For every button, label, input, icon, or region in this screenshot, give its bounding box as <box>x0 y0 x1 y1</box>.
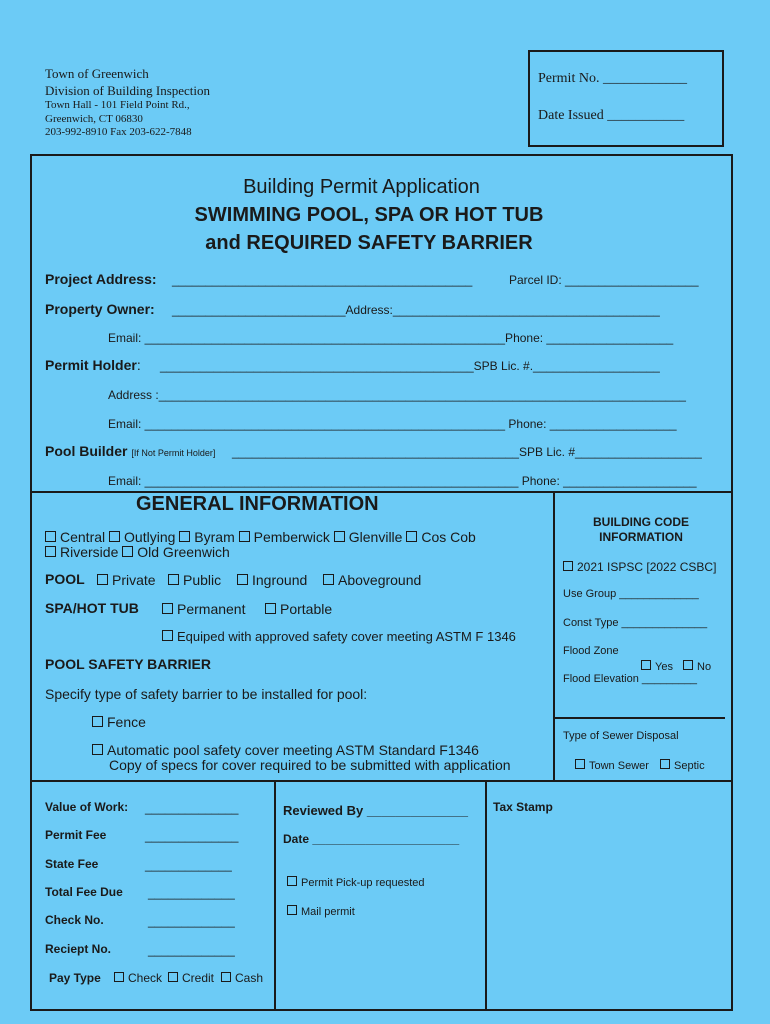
reviewed-by-input[interactable]: Reviewed By ______________ <box>283 803 469 818</box>
property-owner-label: Property Owner: <box>45 301 155 317</box>
receipt-no-input[interactable]: _____________ <box>148 943 235 957</box>
permit-fee-label: Permit Fee <box>45 828 107 842</box>
pool-inground[interactable]: Inground <box>237 572 307 588</box>
location-row2 <box>45 544 230 560</box>
project-address-label: Project Address: <box>45 271 157 287</box>
state-fee-label: State Fee <box>45 857 99 871</box>
pool-builder-label: Pool Builder [If Not Permit Holder] <box>45 443 216 459</box>
flood-zone-no[interactable]: No <box>683 660 711 673</box>
auto-cover-note: Copy of specs for cover required to be submitted with application <box>109 757 511 773</box>
town-name: Town of Greenwich <box>45 66 149 81</box>
use-group-input[interactable]: Use Group _____________ <box>563 588 699 600</box>
pickup-checkbox[interactable]: Permit Pick-up requested <box>287 876 425 889</box>
const-type-input[interactable]: Const Type ______________ <box>563 617 708 629</box>
divider-sewer <box>553 717 725 719</box>
safety-cover-checkbox[interactable]: Equiped with approved safety cover meeting ASTM F 1346 <box>162 629 516 644</box>
pool-public[interactable]: Public <box>168 572 221 588</box>
mail-permit-checkbox[interactable]: Mail permit <box>287 905 355 918</box>
sewer-septic[interactable]: Septic <box>660 759 705 772</box>
permit-box <box>528 50 724 147</box>
spa-permanent[interactable]: Permanent <box>162 601 245 617</box>
holder-address-input[interactable]: Address :_______________________________________________________________________________ <box>108 388 686 402</box>
date-issued[interactable]: Date Issued ___________ <box>538 108 685 123</box>
state-fee-input[interactable]: _____________ <box>145 858 232 872</box>
loc-byram[interactable]: Byram <box>179 529 234 545</box>
spa-portable[interactable]: Portable <box>265 601 332 617</box>
loc-cos-cob[interactable]: Cos Cob <box>406 529 475 545</box>
check-no-label: Check No. <box>45 913 104 927</box>
flood-zone-label: Flood Zone <box>563 645 619 657</box>
form-subtitle: SWIMMING POOL, SPA OR HOT TUB <box>194 204 544 226</box>
address-line1: Town Hall - 101 Field Point Rd., <box>45 99 190 111</box>
pay-cash[interactable]: Cash <box>221 971 263 985</box>
barrier-fence[interactable]: Fence <box>92 714 146 730</box>
divider-fees <box>30 780 733 782</box>
location-row1 <box>45 529 476 545</box>
divider-tax <box>485 780 487 1011</box>
owner-email-input[interactable]: Email: ______________________________________________________Phone: ___________________ <box>108 331 674 345</box>
flood-elevation-input[interactable]: Flood Elevation _________ <box>563 673 697 685</box>
flood-zone-yes[interactable]: Yes <box>641 660 673 673</box>
pool-label: POOL <box>45 571 85 587</box>
pay-check[interactable]: Check <box>114 971 162 985</box>
code-heading1: BUILDING CODE <box>593 515 689 529</box>
address-line2: Greenwich, CT 06830 <box>45 113 143 125</box>
spa-label: SPA/HOT TUB <box>45 600 139 616</box>
barrier-heading: POOL SAFETY BARRIER <box>45 656 211 672</box>
project-address-input[interactable]: _____________________________________________ <box>172 273 473 287</box>
total-fee-label: Total Fee Due <box>45 885 123 899</box>
code-heading2: INFORMATION <box>599 530 683 544</box>
property-owner-input[interactable]: __________________________Address:________________________________________ <box>172 303 660 317</box>
check-no-input[interactable]: _____________ <box>148 914 235 928</box>
sewer-town[interactable]: Town Sewer <box>575 759 649 772</box>
loc-pemberwick[interactable]: Pemberwick <box>239 529 330 545</box>
permit-no[interactable]: Permit No. ____________ <box>538 71 687 86</box>
loc-central[interactable]: Central <box>45 529 105 545</box>
loc-riverside[interactable]: Riverside <box>45 544 118 560</box>
pay-credit[interactable]: Credit <box>168 971 214 985</box>
form-subtitle2: and REQUIRED SAFETY BARRIER <box>205 232 533 254</box>
barrier-auto-cover[interactable]: Automatic pool safety cover meeting ASTM Standard F1346 <box>92 742 479 758</box>
contact-phone: 203-992-8910 Fax 203-622-7848 <box>45 126 192 138</box>
division-name: Division of Building Inspection <box>45 83 211 98</box>
form-title: Building Permit Application <box>243 176 480 198</box>
review-date-input[interactable]: Date ______________________ <box>283 832 460 846</box>
pool-aboveground[interactable]: Aboveground <box>323 572 421 588</box>
value-of-work-input[interactable]: ______________ <box>145 801 239 815</box>
pay-type-label: Pay Type <box>49 971 101 985</box>
divider-review <box>274 780 276 1011</box>
pool-builder-input[interactable]: ___________________________________________SPB Lic. #___________________ <box>232 445 702 459</box>
holder-email-input[interactable]: Email: ______________________________________________________ Phone: ___________________ <box>108 417 677 431</box>
barrier-instructions: Specify type of safety barrier to be installed for pool: <box>45 686 368 702</box>
pool-private[interactable]: Private <box>97 572 156 588</box>
receipt-no-label: Reciept No. <box>45 942 112 956</box>
loc-glenville[interactable]: Glenville <box>334 529 403 545</box>
sewer-label: Type of Sewer Disposal <box>563 730 679 742</box>
loc-old-greenwich[interactable]: Old Greenwich <box>122 544 230 560</box>
loc-outlying[interactable]: Outlying <box>109 529 175 545</box>
total-fee-input[interactable]: _____________ <box>148 886 235 900</box>
value-of-work-label: Value of Work: <box>45 800 129 814</box>
builder-email-input[interactable]: Email: ________________________________________________________ Phone: ____________________ <box>108 474 697 488</box>
code-ispsc-checkbox[interactable]: 2021 ISPSC [2022 CSBC] <box>563 560 716 574</box>
tax-stamp-label: Tax Stamp <box>493 800 553 814</box>
parcel-id-input[interactable]: Parcel ID: ____________________ <box>509 273 699 287</box>
permit-holder-label: Permit Holder: <box>45 357 141 373</box>
general-heading: GENERAL INFORMATION <box>136 493 379 515</box>
permit-fee-input[interactable]: ______________ <box>145 829 239 843</box>
permit-holder-input[interactable]: _______________________________________________SPB Lic. #.___________________ <box>160 359 660 373</box>
